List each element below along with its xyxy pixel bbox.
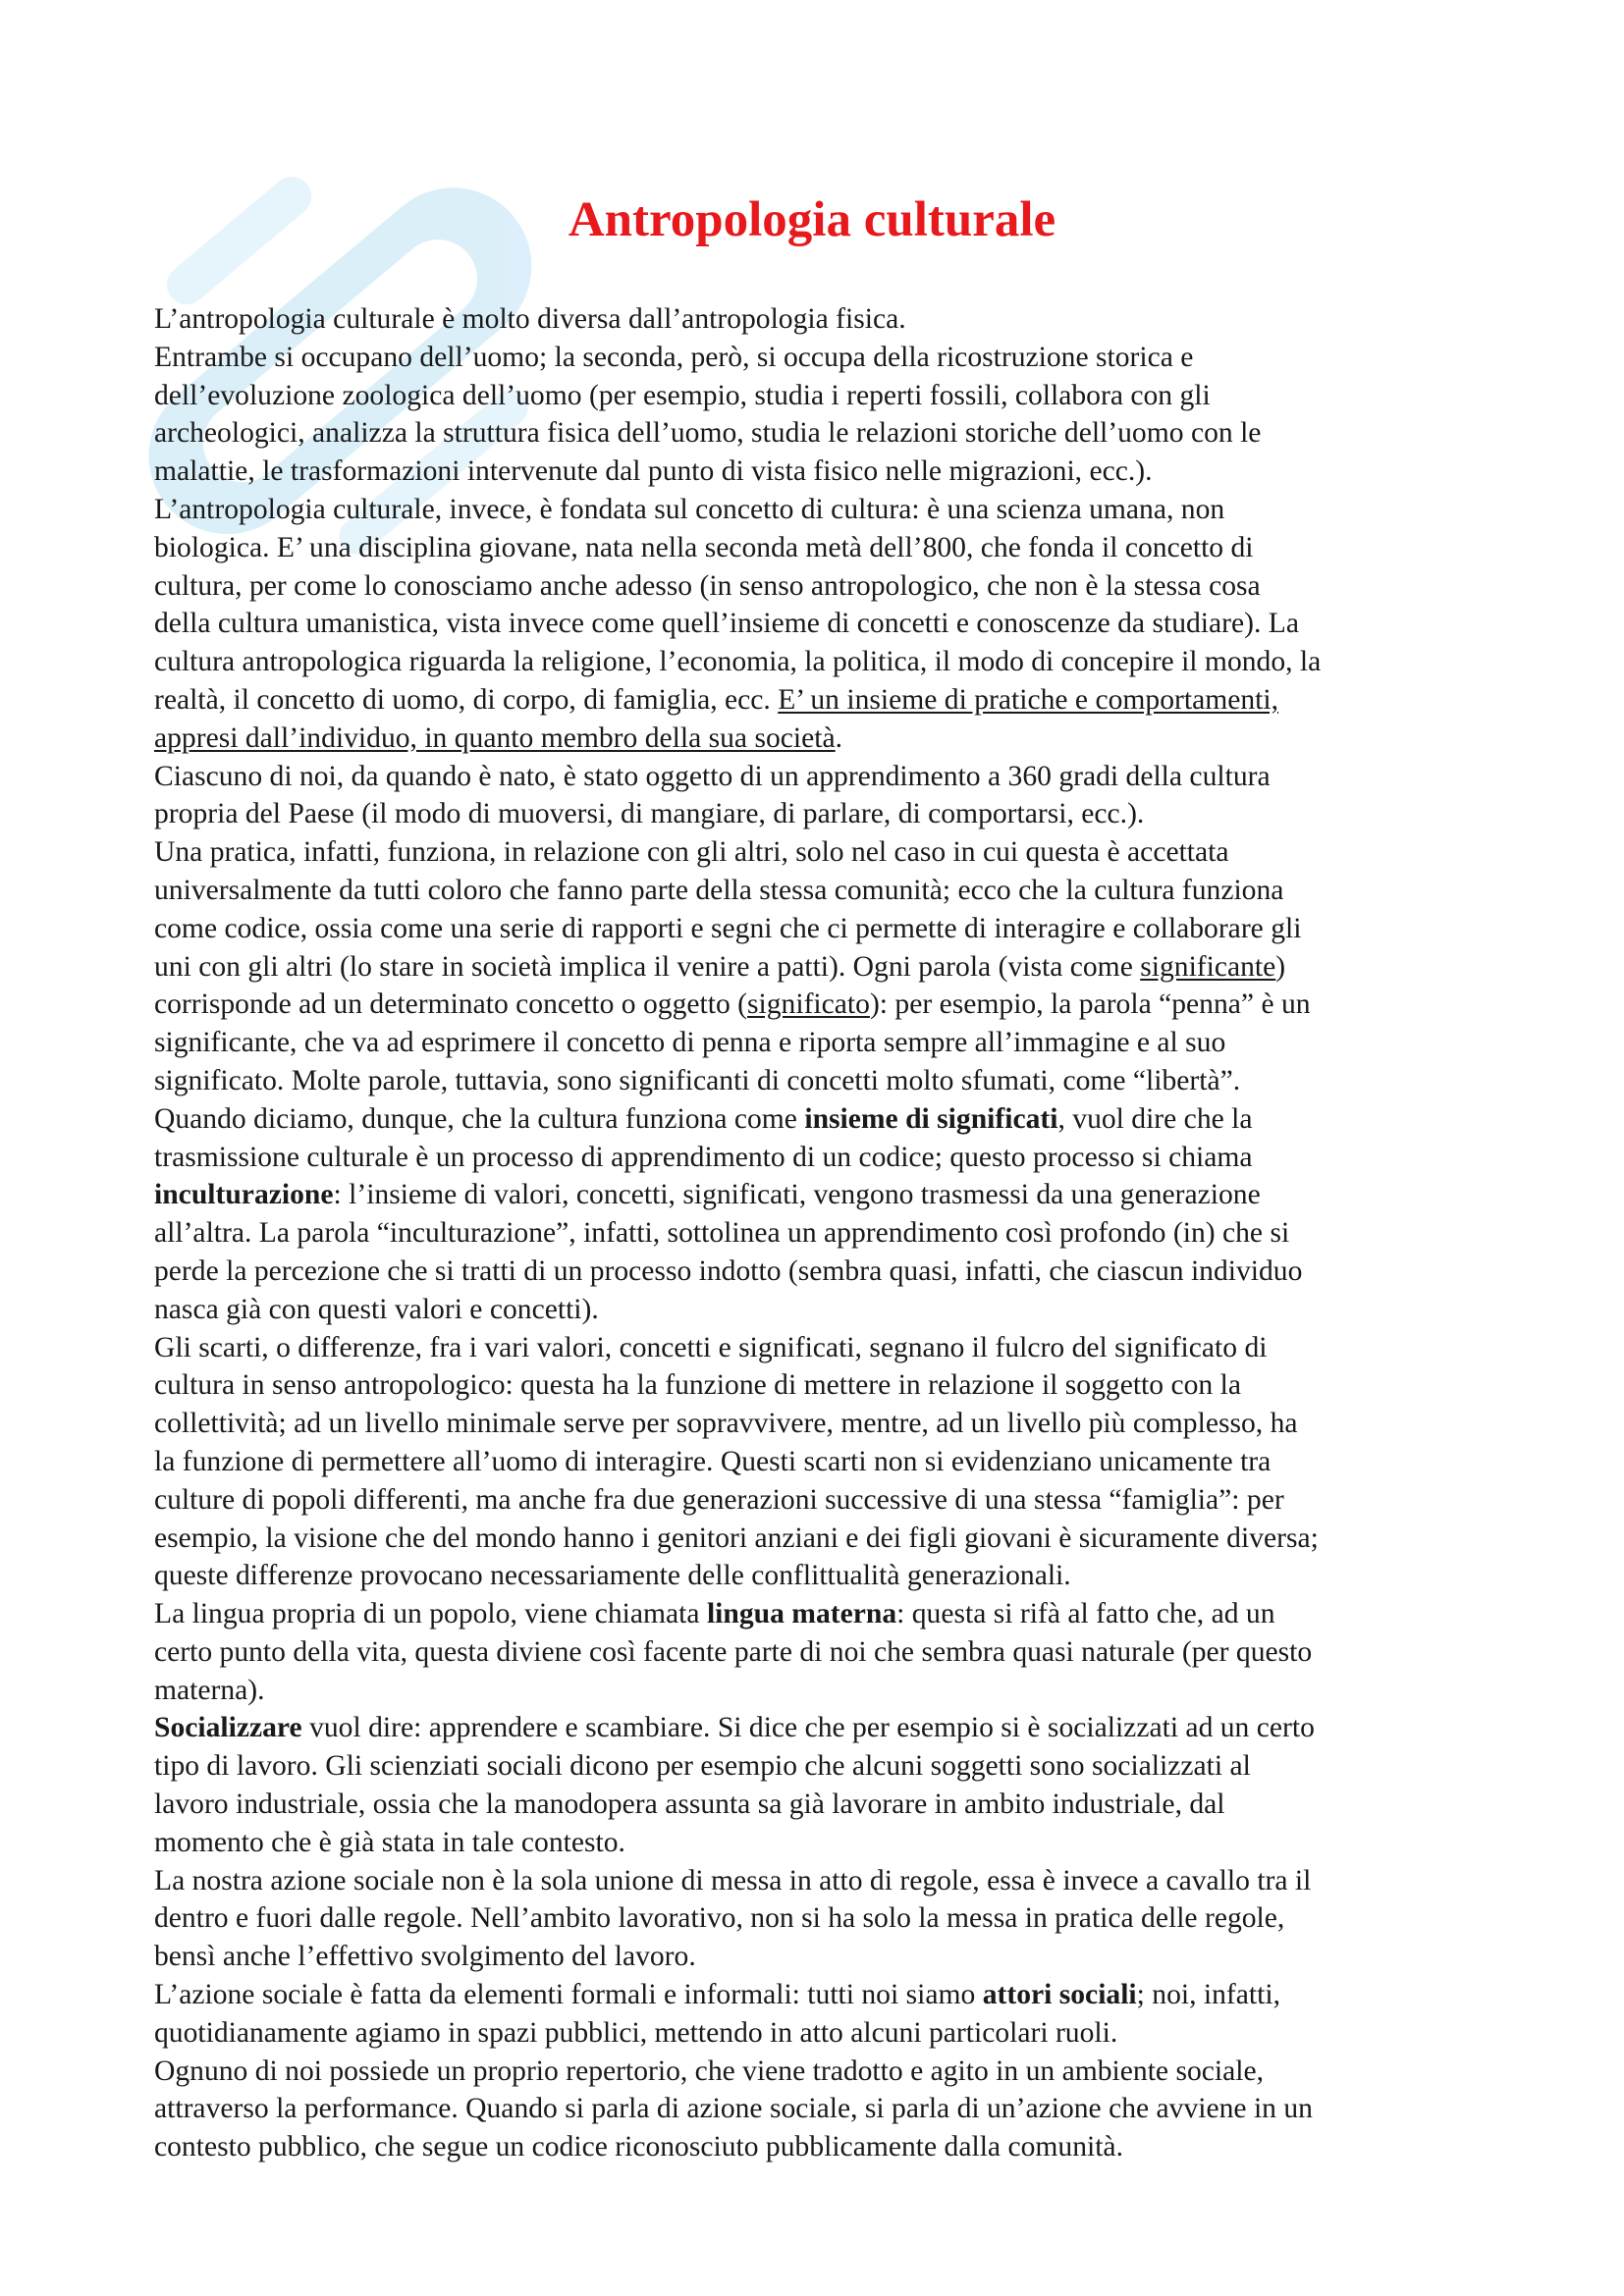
page-title: Antropologia culturale	[568, 192, 1056, 247]
text-line: Entrambe si occupano dell’uomo; la seconda, però, si occupa della ricostruzione storica e	[154, 341, 1194, 373]
bold-term: attori sociali	[982, 1979, 1137, 2011]
text-line: queste differenze provocano necessariamente delle conflittualità generazionali.	[154, 1560, 1071, 1592]
text-line: La nostra azione sociale non è la sola unione di messa in atto di regole, essa è invece a cavallo tra il	[154, 1864, 1312, 1896]
text-line: perde la percezione che si tratti di un processo indotto (sembra quasi, infatti, che ciascun individuo	[154, 1255, 1303, 1287]
text-line: Ciascuno di noi, da quando è nato, è stato oggetto di un apprendimento a 360 gradi della cultura	[154, 760, 1271, 792]
document-body	[154, 300, 1499, 2166]
text-line: archeologici, analizza la struttura fisica dell’uomo, studia le relazioni storiche dell’uomo con le	[154, 417, 1262, 450]
text-line: attraverso la performance. Quando si parla di azione sociale, si parla di un’azione che avviene in un	[154, 2093, 1313, 2125]
text-line: L’antropologia culturale è molto diversa dall’antropologia fisica.	[154, 303, 906, 335]
text-line: della cultura umanistica, vista invece come quell’insieme di concetti e conoscenze da studiare). La	[154, 608, 1300, 640]
text-line: significante, che va ad esprimere il concetto di penna e riporta sempre all’immagine e al suo	[154, 1027, 1226, 1059]
underlined-definition: E’ un insieme di pratiche e comportamenti,	[778, 683, 1279, 716]
text-line: corrisponde ad un determinato concetto o oggetto (significato): per esempio, la parola “penna” è un	[154, 988, 1311, 1021]
text-line: Ognuno di noi possiede un proprio repertorio, che viene tradotto e agito in un ambiente sociale,	[154, 2055, 1265, 2087]
text-line: la funzione di permettere all’uomo di interagire. Questi scarti non si evidenziano unicamente tra	[154, 1445, 1272, 1477]
text-line: certo punto della vita, questa diviene così facente parte di noi che sembra quasi naturale (per questo	[154, 1635, 1313, 1668]
text-line: cultura antropologica riguarda la religione, l’economia, la politica, il modo di concepire il mondo, la	[154, 646, 1322, 678]
text-line: trasmissione culturale è un processo di apprendimento di un codice; questo processo si chiama	[154, 1141, 1253, 1173]
bold-term: Socializzare	[154, 1712, 302, 1744]
text-line: appresi dall’individuo, in quanto membro della sua società.	[154, 721, 843, 754]
bold-term: inculturazione	[154, 1179, 334, 1211]
text-line: Socializzare vuol dire: apprendere e scambiare. Si dice che per esempio si è socializzati ad un certo	[154, 1712, 1315, 1744]
text-line: bensì anche l’effettivo svolgimento del lavoro.	[154, 1941, 696, 1973]
text-line: La lingua propria di un popolo, viene chiamata lingua materna: questa si rifà al fatto che, ad un	[154, 1598, 1275, 1630]
text-line: significato. Molte parole, tuttavia, sono significanti di concetti molto sfumati, come “libertà”.	[154, 1064, 1241, 1096]
text-line: universalmente da tutti coloro che fanno parte della stessa comunità; ecco che la cultura funziona	[154, 874, 1284, 906]
text-line: materna).	[154, 1674, 265, 1706]
text-line: biologica. E’ una disciplina giovane, nata nella seconda metà dell’800, che fonda il concetto di	[154, 531, 1254, 563]
text-line: cultura, per come lo conosciamo anche adesso (in senso antropologico, che non è la stessa cosa	[154, 569, 1261, 602]
underlined-definition: appresi dall’individuo, in quanto membro della sua società	[154, 721, 836, 754]
text-line: quotidianamente agiamo in spazi pubblici, mettendo in atto alcuni particolari ruoli.	[154, 2016, 1118, 2049]
text-line: tipo di lavoro. Gli scienziati sociali dicono per esempio che alcuni soggetti sono socializzati al	[154, 1750, 1251, 1783]
text-line: realtà, il concetto di uomo, di corpo, di famiglia, ecc. E’ un insieme di pratiche e comportamenti,	[154, 683, 1279, 716]
text-line: esempio, la visione che del mondo hanno i genitori anziani e dei figli giovani è sicuramente diversa;	[154, 1522, 1319, 1554]
text-line: cultura in senso antropologico: questa ha la funzione di mettere in relazione il soggetto con la	[154, 1369, 1241, 1402]
text-line: come codice, ossia come una serie di rapporti e segni che ci permette di interagire e collaborare gli	[154, 912, 1302, 944]
text-line: propria del Paese (il modo di muoversi, di mangiare, di parlare, di comportarsi, ecc.).	[154, 798, 1145, 830]
bold-term: insieme di significati	[804, 1102, 1058, 1135]
text-line: malattie, le trasformazioni intervenute dal punto di vista fisico nelle migrazioni, ecc.).	[154, 455, 1153, 488]
text-line: L’antropologia culturale, invece, è fondata sul concetto di cultura: è una scienza umana, non	[154, 493, 1225, 525]
text-line: lavoro industriale, ossia che la manodopera assunta sa già lavorare in ambito industriale, dal	[154, 1789, 1225, 1821]
text-line: Una pratica, infatti, funziona, in relazione con gli altri, solo nel caso in cui questa è accettata	[154, 836, 1229, 869]
text-line: Gli scarti, o differenze, fra i vari valori, concetti e significati, segnano il fulcro del significato di	[154, 1331, 1268, 1363]
text-line: all’altra. La parola “inculturazione”, infatti, sottolinea un apprendimento così profondo (in) che si	[154, 1217, 1290, 1250]
underlined-term: significato	[747, 988, 870, 1021]
text-line: Quando diciamo, dunque, che la cultura funziona come insieme di significati, vuol dire che la	[154, 1102, 1253, 1135]
text-line: contesto pubblico, che segue un codice riconosciuto pubblicamente dalla comunità.	[154, 2131, 1123, 2163]
text-line: collettività; ad un livello minimale serve per sopravvivere, mentre, ad un livello più complesso, ha	[154, 1408, 1298, 1440]
text-line: nasca già con questi valori e concetti).	[154, 1293, 599, 1325]
text-line: culture di popoli differenti, ma anche fra due generazioni successive di una stessa “famiglia”: per	[154, 1483, 1284, 1516]
bold-term: lingua materna	[706, 1598, 897, 1630]
text-line: momento che è già stata in tale contesto.	[154, 1826, 625, 1858]
text-line: inculturazione: l’insieme di valori, concetti, significati, vengono trasmessi da una generazione	[154, 1179, 1261, 1211]
text-line: dell’evoluzione zoologica dell’uomo (per esempio, studia i reperti fossili, collabora con gli	[154, 379, 1211, 411]
text-line: L’azione sociale è fatta da elementi formali e informali: tutti noi siamo attori sociali; noi, infatti,	[154, 1979, 1280, 2011]
underlined-term: significante	[1140, 950, 1276, 983]
text-line: uni con gli altri (lo stare in società implica il venire a patti). Ogni parola (vista come significante)	[154, 950, 1286, 983]
text-line: dentro e fuori dalle regole. Nell’ambito lavorativo, non si ha solo la messa in pratica delle regole,	[154, 1902, 1285, 1935]
